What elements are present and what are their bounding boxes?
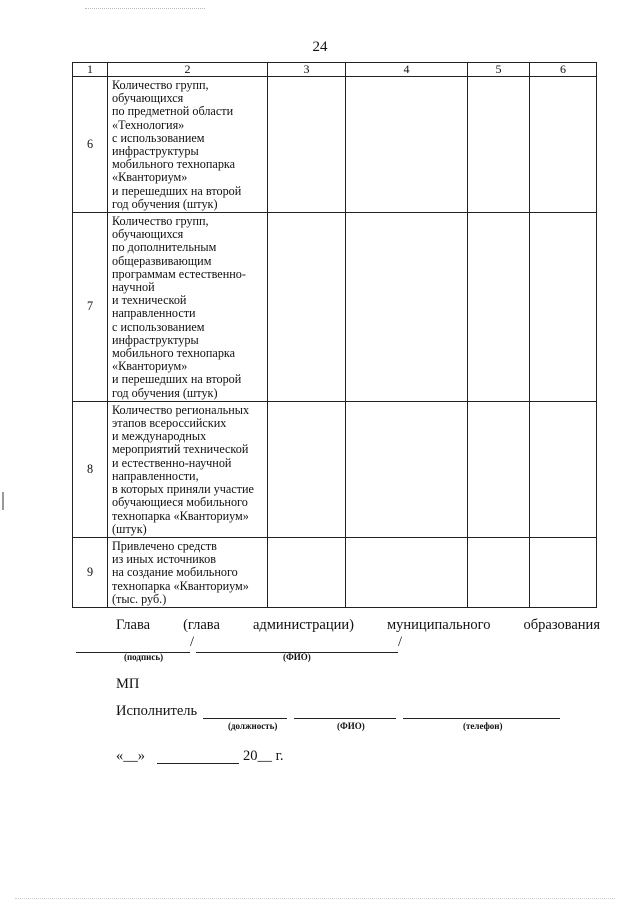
slash: /: [190, 634, 195, 650]
empty-cell: [530, 537, 597, 607]
row-description: Количество групп, обучающихся по дополнительным общеразвивающим программам естественно- научной и технической направленности с использованием инфраструктуры мобильного технопарка «Кванториум» и перешедших на второй год обучения (штук): [108, 213, 268, 402]
empty-cell: [268, 401, 346, 537]
head-word: администрации): [252, 617, 354, 633]
row-number: 7: [73, 213, 108, 402]
head-word: образования: [523, 617, 600, 633]
signature-caption: (подпись): [124, 652, 164, 662]
empty-cell: [346, 77, 468, 213]
empty-cell: [530, 401, 597, 537]
column-header: 3: [268, 63, 346, 77]
empty-cell: [530, 77, 597, 213]
empty-cell: [346, 401, 468, 537]
date-month-line[interactable]: [157, 763, 239, 764]
date-year: 20__ г.: [243, 748, 284, 764]
table-row: [73, 77, 597, 213]
empty-cell: [468, 213, 530, 402]
executor-position-line[interactable]: [203, 718, 287, 719]
head-title-line: [116, 617, 600, 634]
stamp-place-label: МП: [116, 676, 140, 692]
empty-cell: [268, 77, 346, 213]
row-description: Привлечено средств из иных источников на создание мобильного технопарка «Кванториум» (тыс. руб.): [108, 537, 268, 607]
phone-caption: (телефон): [463, 721, 503, 731]
scan-artifact-top: [85, 8, 205, 9]
column-header: 6: [530, 63, 597, 77]
row-number: 8: [73, 401, 108, 537]
head-word: Глава: [116, 617, 151, 633]
empty-cell: [530, 213, 597, 402]
position-caption: (должность): [228, 721, 278, 731]
empty-cell: [468, 77, 530, 213]
empty-cell: [468, 537, 530, 607]
column-header: 2: [108, 63, 268, 77]
report-table: [72, 62, 597, 608]
head-word: муниципального: [386, 617, 491, 633]
table-row: [73, 401, 597, 537]
table-header-row: [73, 63, 597, 77]
scan-artifact-bottom: [15, 898, 615, 899]
table-row: [73, 537, 597, 607]
executor-label: Исполнитель: [116, 703, 198, 719]
row-number: 6: [73, 77, 108, 213]
row-number: 9: [73, 537, 108, 607]
column-header: 1: [73, 63, 108, 77]
executor-fio-caption: (ФИО): [337, 721, 365, 731]
empty-cell: [268, 213, 346, 402]
row-description: Количество региональных этапов всероссийских и международных мероприятий технической и естественно-научной направленности, в которых приняли участие обучающиеся мобильного технопарка «Кванториум» (штук): [108, 401, 268, 537]
page-number: 24: [312, 39, 328, 55]
executor-fio-line[interactable]: [294, 718, 396, 719]
head-word: (глава: [183, 617, 220, 633]
executor-phone-line[interactable]: [403, 718, 560, 719]
table-row: [73, 213, 597, 402]
column-header: 5: [468, 63, 530, 77]
empty-cell: [468, 401, 530, 537]
empty-cell: [346, 537, 468, 607]
row-description: Количество групп, обучающихся по предметной области «Технология» с использованием инфраструктуры мобильного технопарка «Кванториум» и перешедших на второй год обучения (штук): [108, 77, 268, 213]
slash: /: [398, 634, 403, 650]
scan-artifact-left: [2, 492, 4, 510]
column-header: 4: [346, 63, 468, 77]
empty-cell: [268, 537, 346, 607]
date-day: «__»: [116, 748, 145, 764]
empty-cell: [346, 213, 468, 402]
fio-caption: (ФИО): [283, 652, 311, 662]
